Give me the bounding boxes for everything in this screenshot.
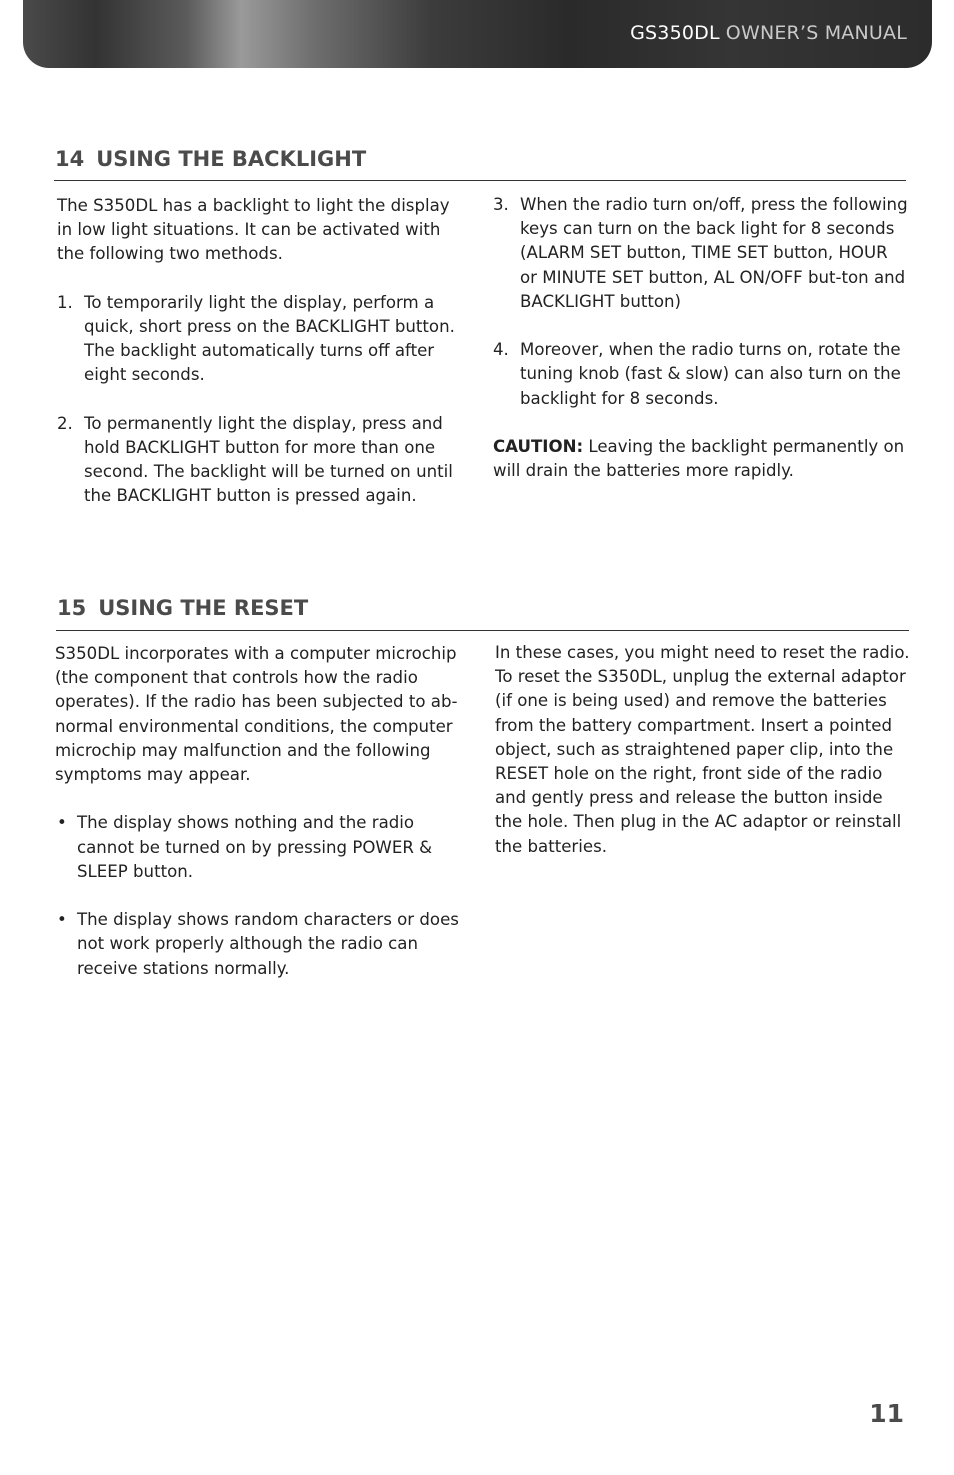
list-marker: 1. [57,292,73,312]
section-14-number: 14 [55,147,85,171]
list-item-text: The display shows nothing and the radio cannot be turned on by pressing POWER & SLEEP button. [77,813,433,881]
bullet-marker: • [57,813,67,833]
list-item [493,338,909,411]
section-15-right-column [495,641,911,883]
section-14-left-column [57,194,469,533]
reset-instructions: In these cases, you might need to reset the radio. To reset the S350DL, unplug the external adaptor (if one is being used) and remove the batteries from the battery compartment. Insert a pointed object, such as straightened paper clip, into the RESET hole on the right, front side of the radio and gently press and release the button inside the hole. Then plug in the AC adaptor or reinstall the batteries. [495,643,910,856]
section-15-intro: S350DL incorporates with a computer microchip (the component that controls how the radio operates). If the radio has been subjected to ab-normal environmental conditions, the computer microchip may malfunction and the following symptoms may appear. [55,644,458,785]
header-subtitle: OWNER’S MANUAL [725,22,907,44]
list-item [493,193,909,314]
caution-label: CAUTION: [493,437,584,456]
section-14-heading [55,147,366,171]
section-15-title: USING THE RESET [98,596,309,620]
list-item-text: To temporarily light the display, perform a quick, short press on the BACKLIGHT button. The backlight automatically turns off after eight seconds. [84,292,455,385]
list-item [57,412,469,509]
section-15-number: 15 [57,596,87,620]
list-marker: 2. [57,413,73,433]
bullet-marker: • [57,910,67,930]
section-15-left-column [55,642,467,1005]
caution-note [493,435,909,483]
list-item-text: To permanently light the display, press and hold BACKLIGHT button for more than one second. The backlight will be turned on until the BACKLIGHT button is pressed again. [84,413,453,506]
section-14-title: USING THE BACKLIGHT [96,147,367,171]
section-14-right-column [493,193,909,508]
section-15-heading [57,596,308,620]
section-14-rule [54,180,906,181]
list-item-text: The display shows random characters or does not work properly although the radio can receive stations normally. [77,910,459,978]
caution-text: Leaving the backlight permanently on will drain the batteries more rapidly. [493,437,905,481]
list-item-text: Moreover, when the radio turns on, rotate the tuning knob (fast & slow) can also turn on the backlight for 8 seconds. [520,340,901,408]
header-title [630,22,907,44]
section-14-intro: The S350DL has a backlight to light the display in low light situations. It can be activated with the following two methods. [57,196,450,264]
list-item [55,908,467,981]
page-number: 11 [869,1399,904,1428]
list-item-text: When the radio turn on/off, press the following keys can turn on the back light for 8 seconds (ALARM SET button, TIME SET button, HOUR or MINUTE SET button, AL ON/OFF but-ton and BACKLIGHT button) [520,195,908,311]
header-model: GS350DL [630,22,720,44]
list-marker: 3. [493,195,509,214]
list-marker: 4. [493,340,509,360]
header-bar [23,0,932,68]
list-item [57,291,469,388]
section-15-rule [56,630,909,631]
list-item [55,811,467,884]
